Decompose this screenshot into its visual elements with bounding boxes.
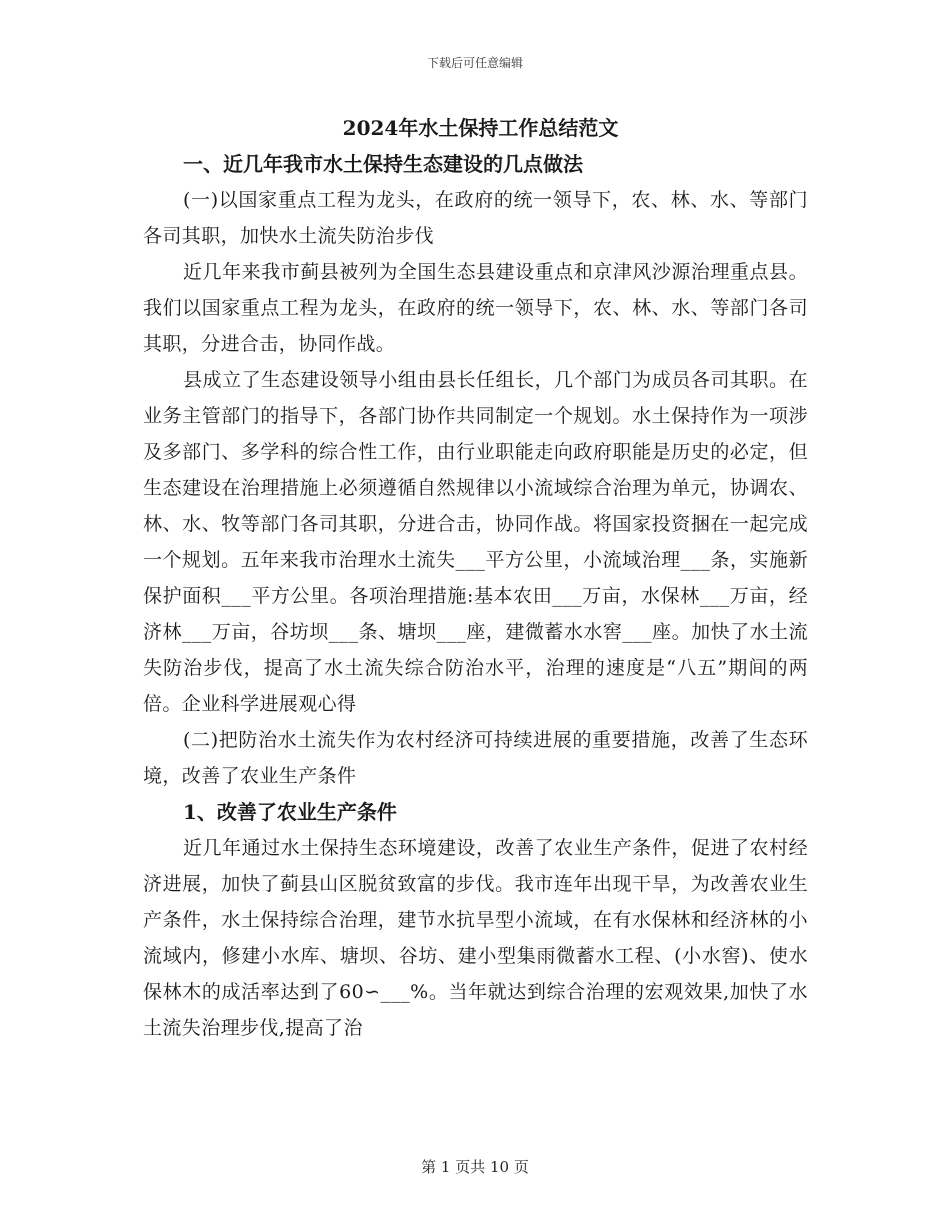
paragraph-5: 近几年通过水土保持生态环境建设，改善了农业生产条件，促进了农村经济进展，加快了蓟县山区脱贫致富的步伐。我市连年出现干旱，为改善农业生产条件，水土保持综合治理，建节水抗旱型小流域，在有水保林和经济林的小流域内，修建小水库、塘坝、谷坊、建小型集雨微蓄水工程、(小水窖)、使水保林木的成活率达到了60∽___%。当年就达到综合治理的宏观效果,加快了水土流失治理步伐,提高了治 [143, 837, 808, 1039]
document-body [143, 112, 808, 1046]
paragraph-1: (一)以国家重点工程为龙头，在政府的统一领导下，农、林、水、等部门各司其职，加快水土流失防治步伐 [143, 189, 808, 247]
document-title: 2024年水土保持工作总结范文 [342, 116, 619, 140]
subheading: 1、改善了农业生产条件 [183, 800, 397, 824]
paragraph-2: 近几年来我市蓟县被列为全国生态县建设重点和京津风沙源治理重点县。我们以国家重点工程为龙头，在政府的统一领导下，农、林、水、等部门各司其职，分进合击，协同作战。 [143, 261, 808, 355]
paragraph-3: 县成立了生态建设领导小组由县长任组长，几个部门为成员各司其职。在业务主管部门的指导下，各部门协作共同制定一个规划。水土保持作为一项涉及多部门、多学科的综合性工作，由行业职能走向政府职能是历史的必定，但生态建设在治理措施上必须遵循自然规律以小流域综合治理为单元，协调农、林、水、牧等部门各司其职，分进合击，协同作战。将国家投资捆在一起完成一个规划。五年来我市治理水土流失___平方公里，小流域治理___条，实施新保护面积___平方公里。各项治理措施:基本农田___万亩，水保林___万亩，经济林___万亩，谷坊坝___条、塘坝___座，建微蓄水水窖___座。加快了水土流失防治步伐，提高了水土流失综合防治水平，治理的速度是“八五”期间的两倍。企业科学进展观心得 [143, 369, 808, 715]
page-indicator: 第 1 页共 10 页 [421, 1158, 529, 1176]
header-note: 下载后可任意编辑 [426, 56, 523, 70]
paragraph-4: (二)把防治水土流失作为农村经济可持续进展的重要措施，改善了生态环境，改善了农业生产条件 [143, 729, 808, 787]
section-heading: 一、近几年我市水土保持生态建设的几点做法 [183, 152, 583, 176]
